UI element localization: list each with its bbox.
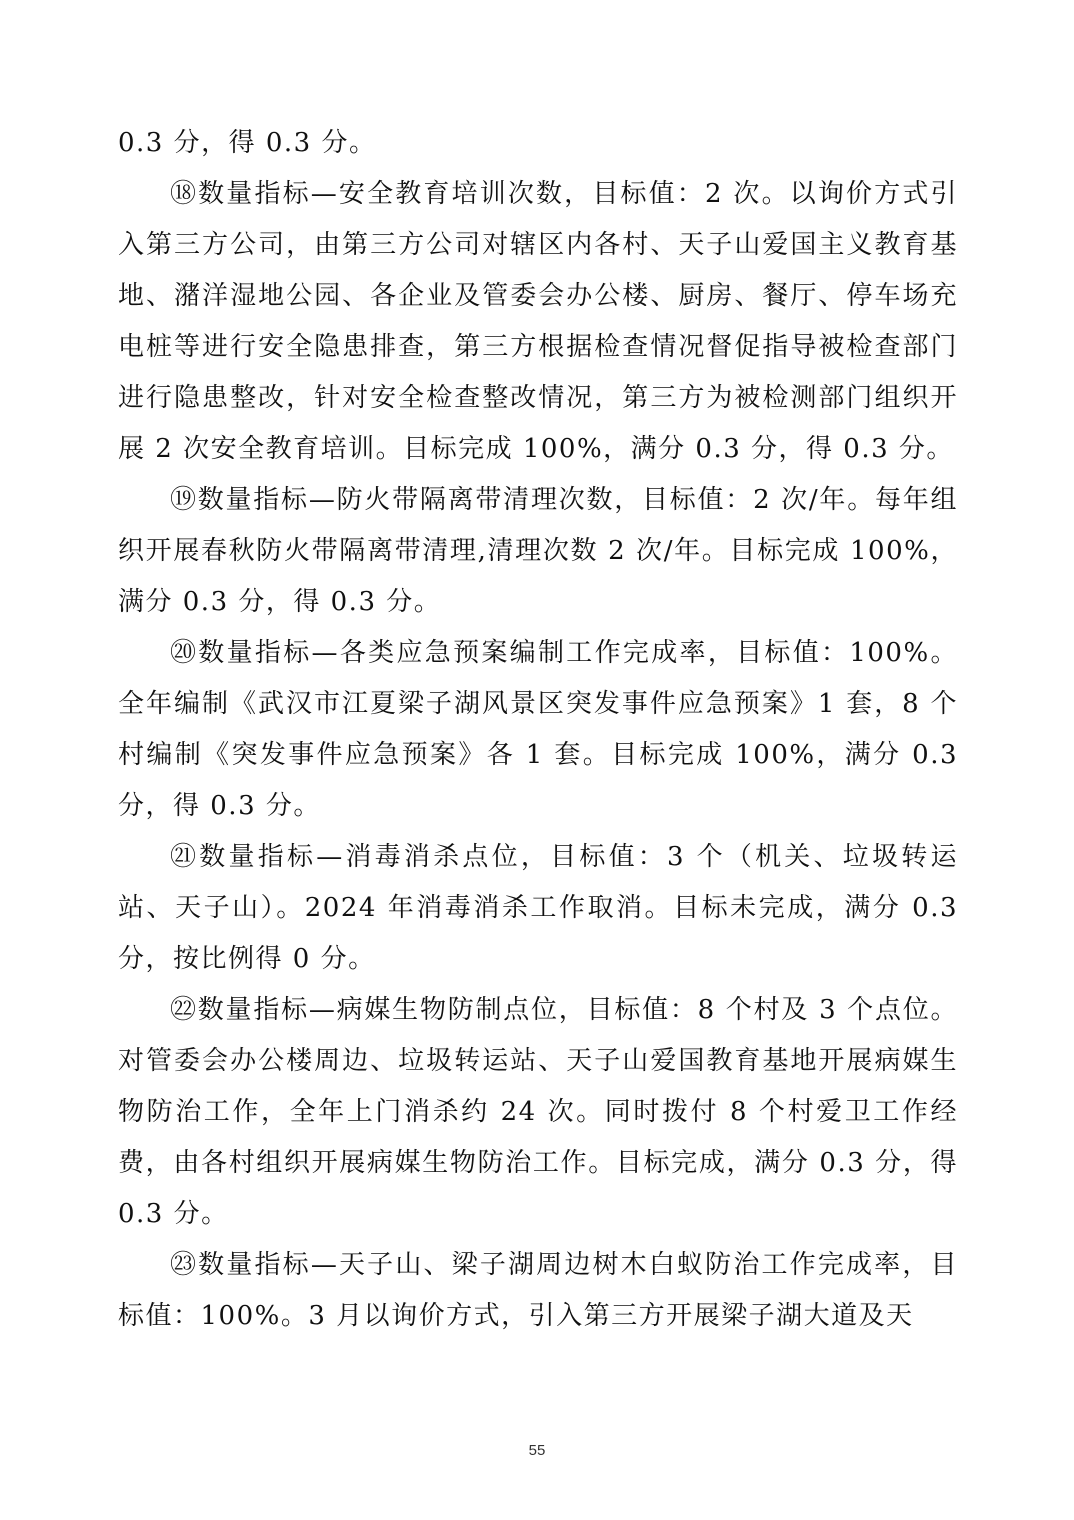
paragraph-indicator-23: ㉓数量指标—天子山、梁子湖周边树木白蚁防治工作完成率，目标值：100%。3 月以询价方式，引入第三方开展梁子湖大道及天 — [118, 1250, 958, 1331]
page-number: 55 — [528, 1442, 546, 1459]
paragraph-indicator-19: ⑲数量指标—防火带隔离带清理次数，目标值：2 次/年。每年组织开展春秋防火带隔离带清理,清理次数 2 次/年。目标完成 100%，满分 0.3 分，得 0.3 分。 — [118, 485, 958, 617]
paragraph-indicator-18: ⑱数量指标—安全教育培训次数，目标值：2 次。以询价方式引入第三方公司，由第三方公司对辖区内各村、天子山爱国主义教育基地、潴洋湿地公园、各企业及管委会办公楼、厨房、餐厅、停车场充电桩等进行安全隐患排查，第三方根据检查情况督促指导被检查部门进行隐患整改，针对安全检查整改情况，第三方为被检测部门组织开展 2 次安全教育培训。目标完成 100%，满分 0.3 分，得 0.3 分。 — [118, 179, 958, 464]
body-text — [118, 118, 958, 1342]
paragraph-indicator-22: ㉒数量指标—病媒生物防制点位，目标值：8 个村及 3 个点位。对管委会办公楼周边、垃圾转运站、天子山爱国教育基地开展病媒生物防治工作，全年上门消杀约 24 次。同时拨付 8 个村爱卫工作经费，由各村组织开展病媒生物防治工作。目标完成，满分 0.3 分，得 0.3 分。 — [118, 995, 958, 1229]
paragraph-indicator-20: ⑳数量指标—各类应急预案编制工作完成率，目标值：100%。全年编制《武汉市江夏梁子湖风景区突发事件应急预案》1 套，8 个村编制《突发事件应急预案》各 1 套。目标完成 100%，满分 0.3 分，得 0.3 分。 — [118, 638, 958, 821]
paragraph-indicator-21: ㉑数量指标—消毒消杀点位，目标值：3 个（机关、垃圾转运站、天子山）。2024 年消毒消杀工作取消。目标未完成，满分 0.3 分，按比例得 0 分。 — [118, 842, 958, 974]
paragraph-continuation: 0.3 分，得 0.3 分。 — [118, 128, 377, 158]
